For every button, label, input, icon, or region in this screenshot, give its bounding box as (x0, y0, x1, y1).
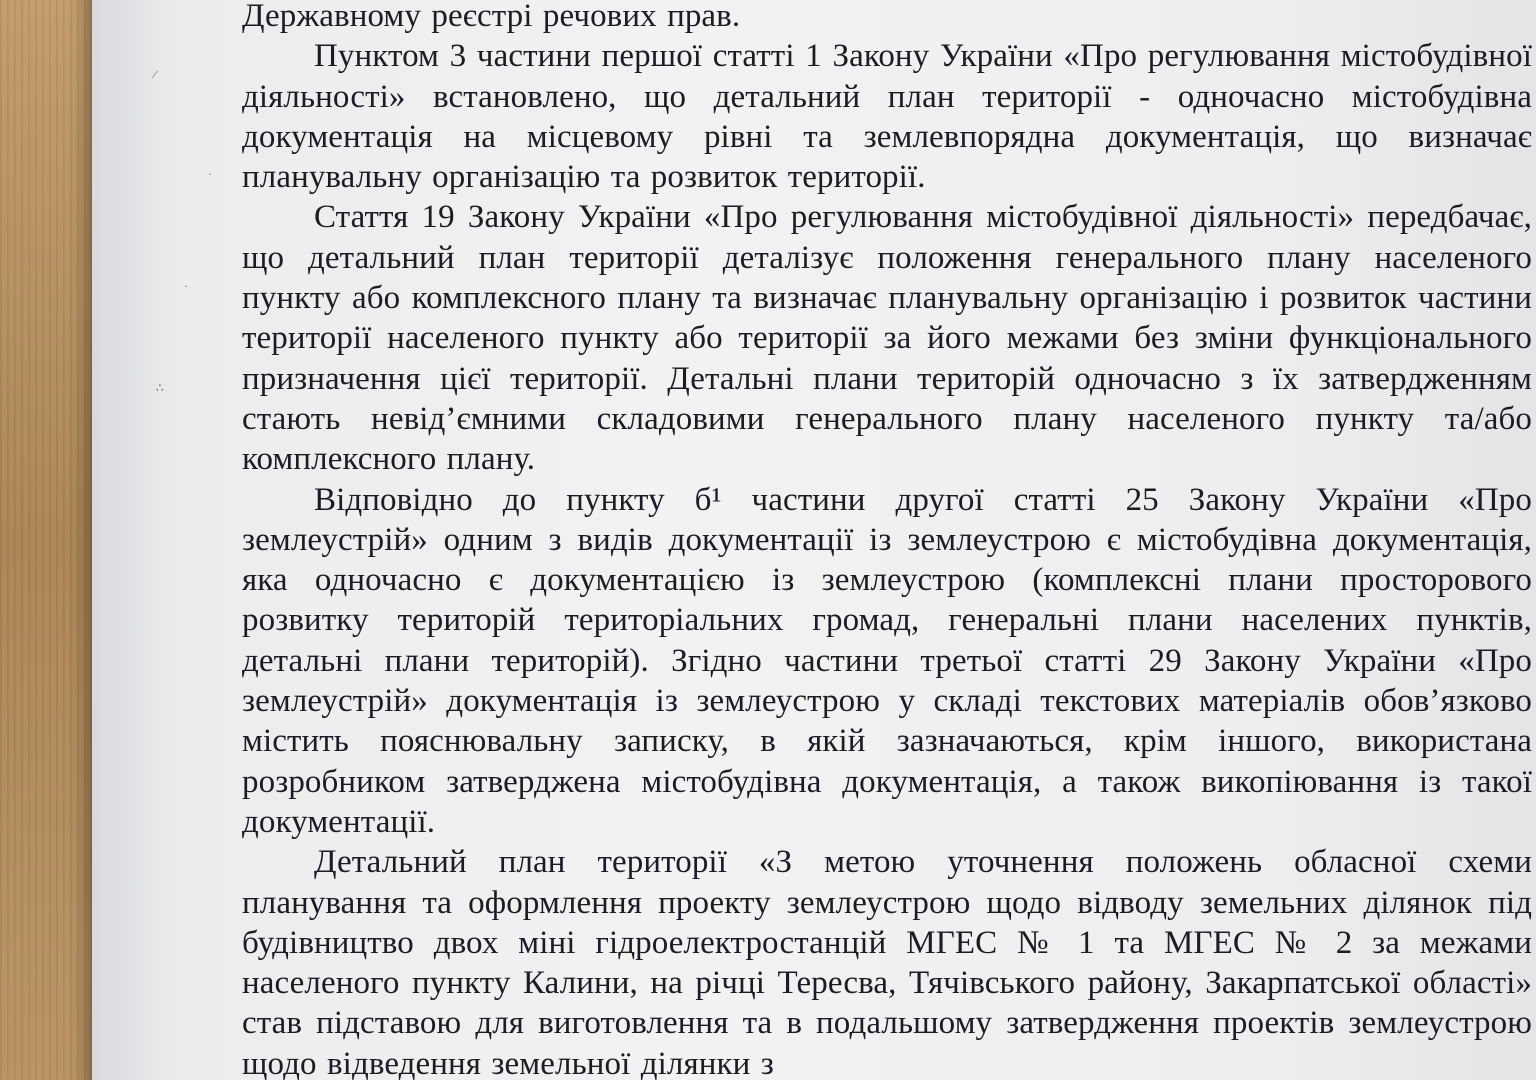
paragraph: Державному реєстрі речових прав. (242, 0, 741, 34)
ink-speck: ⁄ (154, 67, 157, 81)
paragraph: Стаття 19 Закону України «Про регулювання містобудівної діяльності» передбачає, що детальний план території деталізує положення генерального плану населеного пункту або комплексного плану та визначає планувальну організацію і розвиток частини території населеного пункту або території за його межами без зміни функціонального призначення цієї території. Детальні плани територій одночасно з їх затвердженням стають невід’ємними складовими генерального плану населеного пункту та/або комплексного плану. (242, 199, 1532, 478)
ink-speck: · (208, 167, 212, 181)
document-body (242, 0, 1532, 1080)
ink-speck: · (184, 279, 188, 293)
ink-speck: ∴ (156, 381, 164, 395)
document-page (92, 0, 1536, 1080)
paragraph: Детальний план території «З метою уточнення положень обласної схеми планування та оформлення проекту землеустрою щодо відводу земельних ділянок під будівництво двох міні гідроелектростанцій МГЕС № 1 та МГЕС № 2 за межами населеного пункту Калини, на річці Тересва, Тячівського району, Закарпатської області» став підставою для виготовлення та в подальшому затвердження проектів землеустрою щодо відведення земельної ділянки з (242, 844, 1532, 1080)
paragraph: Відповідно до пункту б¹ частини другої статті 25 Закону України «Про землеустрій» одним з видів документації із землеустрою є містобудівна документація, яка одночасно є документацією із землеустрою (комплексні плани просторового розвитку територій територіальних громад, генеральні плани населених пунктів, детальні плани територій). Згідно частини третьої статті 29 Закону України «Про землеустрій» документація із землеустрою у складі текстових матеріалів обов’язково містить пояснювальну записку, в якій зазначаються, крім іншого, використана розробником затверджена містобудівна документація, а також викопіювання із такої документації. (242, 481, 1532, 840)
paragraph: Пунктом 3 частини першої статті 1 Закону України «Про регулювання містобудівної діяльності» встановлено, що детальний план території - одночасно містобудівна документація на місцевому рівні та землевпорядна документація, що визначає планувальну організацію та розвиток території. (242, 38, 1532, 196)
